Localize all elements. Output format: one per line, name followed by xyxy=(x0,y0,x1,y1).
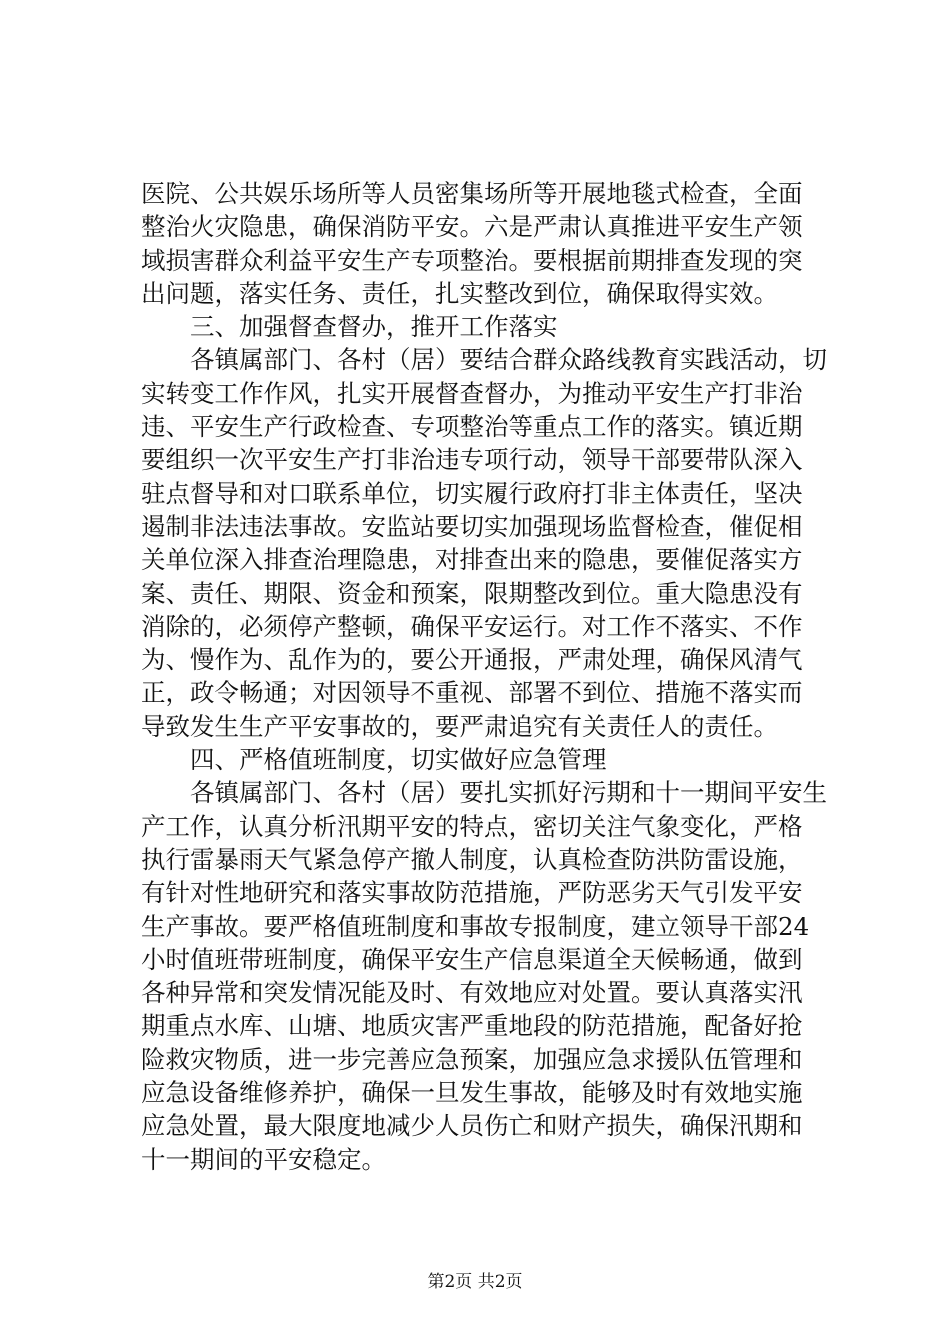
body-line: 各种异常和突发情况能及时、有效地应对处置。要认真落实汛 xyxy=(141,978,803,1008)
section-heading: 三、加强督查督办，推开工作落实 xyxy=(190,312,558,342)
body-line: 导致发生生产平安事故的，要严肃追究有关责任人的责任。 xyxy=(141,711,778,741)
body-line: 医院、公共娱乐场所等人员密集场所等开展地毯式检查，全面 xyxy=(141,179,803,208)
body-line: 消除的，必须停产整顿，确保平安运行。对工作不落实、不作 xyxy=(141,611,803,641)
body-line: 违、平安生产行政检查、专项整治等重点工作的落实。镇近期 xyxy=(141,412,803,442)
body-line: 小时值班带班制度，确保平安生产信息渠道全天候畅通，做到 xyxy=(141,944,803,974)
body-line: 实转变工作作风，扎实开展督查督办，为推动平安生产打非治 xyxy=(141,378,803,408)
body-line: 遏制非法违法事故。安监站要切实加强现场监督检查，催促相 xyxy=(141,511,803,541)
body-line: 整治火灾隐患，确保消防平安。六是严肃认真推进平安生产领 xyxy=(141,212,803,242)
body-line: 各镇属部门、各村（居）要结合群众路线教育实践活动，切 xyxy=(190,345,827,375)
body-line: 应急处置，最大限度地减少人员伤亡和财产损失，确保汛期和 xyxy=(141,1111,803,1141)
body-line: 要组织一次平安生产打非治违专项行动，领导干部要带队深入 xyxy=(141,445,803,475)
body-line: 案、责任、期限、资金和预案，限期整改到位。重大隐患没有 xyxy=(141,578,803,608)
body-line: 各镇属部门、各村（居）要扎实抓好污期和十一期间平安生 xyxy=(190,778,827,808)
body-line: 期重点水库、山塘、地质灾害严重地段的防范措施，配备好抢 xyxy=(141,1011,803,1041)
body-line: 出问题，落实任务、责任，扎实整改到位，确保取得实效。 xyxy=(141,278,778,308)
body-line: 十一期间的平安稳定。 xyxy=(141,1144,386,1174)
page-number-footer: 第2页 共2页 xyxy=(427,1272,523,1292)
document-body xyxy=(141,177,827,1176)
body-line: 产工作，认真分析汛期平安的特点，密切关注气象变化，严格 xyxy=(141,811,803,841)
body-line: 险救灾物质，进一步完善应急预案，加强应急求援队伍管理和 xyxy=(141,1044,803,1074)
body-line: 生产事故。要严格值班制度和事故专报制度，建立领导干部24 xyxy=(141,911,810,941)
body-line: 为、慢作为、乱作为的，要公开通报，严肃处理，确保风清气 xyxy=(141,645,803,675)
body-line: 关单位深入排查治理隐患，对排查出来的隐患，要催促落实方 xyxy=(141,545,803,575)
body-line: 正，政令畅通；对因领导不重视、部署不到位、措施不落实而 xyxy=(141,678,803,708)
body-line: 有针对性地研究和落实事故防范措施，严防恶劣天气引发平安 xyxy=(141,878,803,908)
body-line: 应急设备维修养护，确保一旦发生事故，能够及时有效地实施 xyxy=(141,1078,803,1108)
section-heading: 四、严格值班制度，切实做好应急管理 xyxy=(190,745,607,775)
body-line: 域损害群众利益平安生产专项整治。要根据前期排查发现的突 xyxy=(141,245,803,275)
body-line: 执行雷暴雨天气紧急停产撤人制度，认真检查防洪防雷设施， xyxy=(141,844,803,874)
body-line: 驻点督导和对口联系单位，切实履行政府打非主体责任，坚决 xyxy=(141,478,803,508)
